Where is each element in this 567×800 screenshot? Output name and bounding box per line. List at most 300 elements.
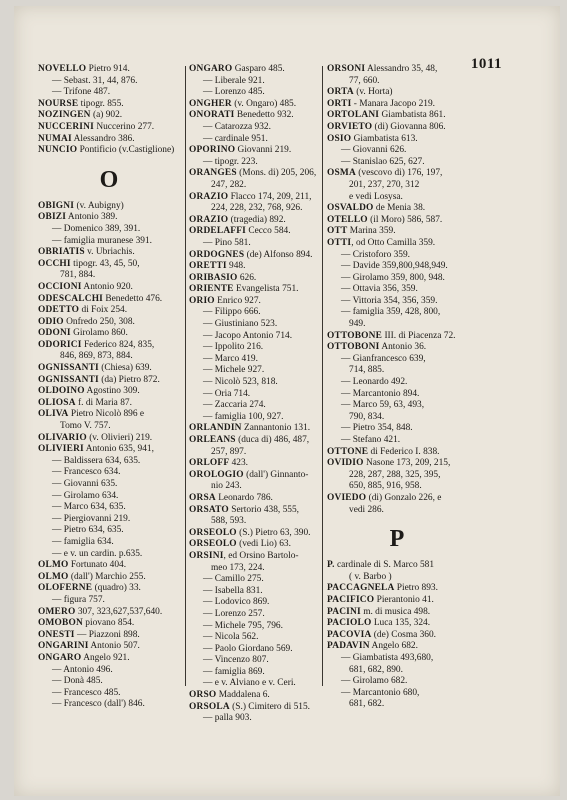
- entry-text: 257, 897.: [211, 446, 247, 457]
- index-subentry: [327, 676, 467, 688]
- entry-headword: OLDOINO: [38, 386, 85, 397]
- entry-headword: ODIO: [38, 316, 64, 327]
- index-subentry: [189, 400, 331, 412]
- index-entry: [38, 282, 180, 294]
- entry-headword: ORIO: [189, 295, 215, 306]
- entry-headword: OBRIATIS: [38, 247, 85, 258]
- index-entry: [189, 493, 331, 505]
- entry-text: e vedi Losysa.: [349, 191, 403, 202]
- index-subentry: [189, 586, 331, 598]
- entry-text: Pontificio (v.Castiglione): [77, 145, 175, 156]
- entry-text: Nuccerino 277.: [93, 121, 155, 132]
- index-subentry: [327, 261, 467, 273]
- index-continuation: [38, 351, 180, 363]
- index-entry: [38, 386, 180, 398]
- index-subentry: [189, 389, 331, 401]
- index-entry: [38, 122, 180, 134]
- entry-text: Stefano 421.: [352, 435, 401, 445]
- entry-headword: OTTI: [327, 237, 352, 248]
- index-entry: [38, 305, 180, 317]
- entry-text: (di) Gonzalo 226, e: [366, 492, 442, 503]
- entry-text: 681, 682, 890.: [349, 664, 403, 675]
- index-subentry: [189, 713, 331, 725]
- entry-text: Jacopo Antonio 714.: [214, 330, 293, 341]
- index-subentry: [327, 157, 467, 169]
- entry-headword: OPORINO: [189, 145, 236, 156]
- entry-text: , od Otto Camilla 359.: [351, 237, 436, 248]
- entry-headword: NUNCIO: [38, 145, 78, 156]
- entry-headword: PACOVIA: [327, 629, 372, 640]
- entry-headword: OTELLO: [327, 214, 368, 225]
- entry-text: 307, 323,627,537,640.: [75, 606, 163, 617]
- entry-text: Marina 359.: [347, 226, 396, 237]
- index-subentry: [38, 87, 180, 99]
- index-entry: [189, 702, 331, 714]
- index-subentry: [38, 514, 180, 526]
- entry-text: 846, 869, 873, 884.: [60, 351, 133, 362]
- entry-text: Antonio 496.: [63, 664, 113, 675]
- entry-text: piovano 854.: [82, 618, 135, 629]
- entry-text: Antonio 36.: [379, 342, 427, 353]
- entry-headword: ORLANDIN: [189, 423, 242, 434]
- entry-text: ( v. Barbo ): [349, 571, 392, 582]
- entry-headword: OTTOBONE: [327, 330, 383, 341]
- index-subentry: [38, 236, 180, 248]
- index-continuation: [189, 516, 331, 528]
- entry-text: (di) Giovanna 806.: [372, 121, 446, 132]
- entry-text: (dall') Ginnanto-: [243, 469, 309, 480]
- entry-text: Piergiovanni 219.: [63, 513, 131, 524]
- entry-text: (de) Alfonso 894.: [244, 249, 313, 260]
- entry-headword: OROLOGIO: [189, 469, 244, 480]
- index-entry: [38, 317, 180, 329]
- index-entry: [38, 607, 180, 619]
- entry-text: 228, 287, 288, 325, 395,: [349, 469, 441, 480]
- entry-headword: OBIGNI: [38, 200, 75, 211]
- index-entry: [38, 653, 180, 665]
- entry-text: Oria 714.: [214, 388, 251, 399]
- index-subentry: [38, 525, 180, 537]
- entry-text: Liberale 921.: [214, 75, 265, 86]
- entry-text: Agostino 309.: [84, 386, 140, 397]
- index-continuation: [189, 180, 331, 192]
- entry-headword: ORIBASIO: [189, 272, 238, 283]
- entry-text: (Mons. di) 205, 206,: [236, 168, 317, 179]
- entry-headword: OMOBON: [38, 618, 83, 629]
- entry-text: Michele 927.: [214, 365, 265, 376]
- entry-headword: ORTI: [327, 98, 352, 109]
- entry-headword: OGNISSANTI: [38, 363, 99, 374]
- index-subentry: [327, 307, 467, 319]
- index-continuation: [189, 563, 331, 575]
- entry-headword: OBIZI: [38, 212, 67, 223]
- entry-headword: OSIO: [327, 133, 352, 144]
- entry-text: (v. Ongaro) 485.: [231, 98, 297, 109]
- index-entry: [38, 363, 180, 375]
- entry-text: Giambatista 493,680,: [352, 652, 434, 663]
- entry-text: Giambatista 613.: [351, 133, 418, 144]
- entry-text: Flacco 174, 209, 211,: [228, 191, 312, 202]
- entry-headword: ORSEOLO: [189, 527, 237, 538]
- index-subentry: [189, 307, 331, 319]
- entry-text: Camillo 275.: [214, 574, 264, 585]
- index-entry: [38, 641, 180, 653]
- entry-headword: OCCIONI: [38, 281, 82, 292]
- entry-text: (v. Horta): [353, 87, 393, 98]
- entry-headword: ODONI: [38, 328, 71, 339]
- index-entry: [327, 630, 467, 642]
- entry-text: Onfredo 250, 308.: [63, 316, 135, 327]
- entry-text: Vincenzo 807.: [214, 655, 269, 666]
- index-continuation: [327, 319, 467, 331]
- entry-text: (de) Cosma 360.: [371, 629, 437, 640]
- index-entry: [189, 215, 331, 227]
- entry-text: Francesco (dall') 846.: [63, 699, 145, 710]
- entry-text: Francesco 634.: [63, 467, 121, 478]
- entry-headword: OTTOBONI: [327, 342, 380, 353]
- index-subentry: [327, 435, 467, 447]
- entry-text: Trifone 487.: [63, 87, 111, 98]
- index-entry: [327, 203, 467, 215]
- index-entry: [327, 226, 467, 238]
- entry-text: 201, 237, 270, 312: [349, 179, 420, 190]
- entry-text: Enrico 927.: [214, 295, 261, 306]
- index-entry: [327, 134, 467, 146]
- entry-headword: ONGARINI: [38, 641, 89, 652]
- entry-text: Marcantonio 680,: [352, 687, 420, 698]
- entry-text: Giustiniano 523.: [214, 319, 278, 330]
- entry-text: Pietro 354, 848.: [352, 423, 413, 434]
- index-subentry: [327, 296, 467, 308]
- index-continuation: [327, 180, 467, 192]
- entry-text: Maddalena 6.: [216, 690, 270, 701]
- entry-text: palla 903.: [214, 713, 252, 724]
- entry-headword: ORSA: [189, 492, 216, 503]
- index-entry: [327, 99, 467, 111]
- index-subentry: [189, 122, 331, 134]
- index-entry: [327, 618, 467, 630]
- entry-headword: ORLEANS: [189, 435, 236, 445]
- entry-text: Evangelista 751.: [233, 284, 299, 295]
- index-entry: [38, 630, 180, 642]
- entry-text: famiglia 634.: [63, 536, 114, 547]
- entry-text: , ed Orsino Bartolo-: [223, 550, 299, 561]
- index-entry: [327, 560, 467, 572]
- index-entry: [327, 238, 467, 250]
- index-continuation: [327, 699, 467, 711]
- index-subentry: [189, 365, 331, 377]
- entry-text: Donà 485.: [63, 676, 103, 687]
- entry-text: Giambatista 861.: [379, 110, 446, 121]
- entry-text: Pino 581.: [214, 237, 251, 248]
- entry-headword: OVIEDO: [327, 492, 367, 503]
- entry-text: Davide 359,800,948,949.: [352, 261, 448, 272]
- index-entry: [38, 247, 180, 259]
- entry-text: Filippo 666.: [214, 307, 261, 318]
- entry-text: tipogr. 43, 45, 50,: [70, 258, 140, 269]
- entry-headword: OMERO: [38, 606, 76, 617]
- entry-text: Nicolò 523, 818.: [214, 377, 278, 388]
- index-entry: [327, 215, 467, 227]
- entry-text: Gianfrancesco 639,: [352, 353, 426, 364]
- index-entry: [38, 560, 180, 572]
- entry-text: di Foix 254.: [79, 305, 128, 316]
- index-entry: [327, 447, 467, 459]
- entry-text: Vittoria 354, 356, 359.: [352, 295, 438, 306]
- index-subentry: [189, 157, 331, 169]
- index-subentry: [189, 319, 331, 331]
- index-continuation: [38, 270, 180, 282]
- entry-headword: ORTOLANI: [327, 110, 380, 121]
- entry-text: (il Moro) 586, 587.: [367, 214, 443, 225]
- entry-headword: ORAZIO: [189, 191, 229, 202]
- index-entry: [327, 641, 467, 653]
- entry-text: Ippolito 216.: [214, 342, 264, 353]
- entry-text: Zannantonio 131.: [241, 423, 311, 434]
- index-subentry: [327, 273, 467, 285]
- index-entry: [189, 284, 331, 296]
- index-subentry: [38, 676, 180, 688]
- entry-headword: OLMO: [38, 571, 69, 582]
- index-entry: [327, 493, 467, 505]
- index-entry: [327, 331, 467, 343]
- entry-text: Lorenzo 485.: [214, 87, 265, 98]
- entry-headword: OLIVARIO: [38, 432, 87, 443]
- index-subentry: [38, 456, 180, 468]
- index-subentry: [327, 688, 467, 700]
- index-entry: [38, 99, 180, 111]
- entry-text: (a) 902.: [90, 110, 123, 121]
- entry-text: Paolo Giordano 569.: [214, 643, 293, 654]
- entry-text: 77, 660.: [349, 75, 380, 86]
- entry-headword: PACIOLO: [327, 618, 372, 629]
- entry-text: m. di musica 498.: [360, 606, 431, 617]
- index-entry: [327, 168, 467, 180]
- index-entry: [38, 375, 180, 387]
- index-entry: [189, 296, 331, 308]
- entry-headword: ONGARO: [38, 652, 82, 663]
- entry-headword: ORVIETO: [327, 121, 373, 132]
- entry-text: 247, 282.: [211, 179, 247, 190]
- index-continuation: [327, 365, 467, 377]
- index-entry: [38, 409, 180, 421]
- entry-text: Gasparo 485.: [232, 64, 285, 74]
- entry-text: Baldissera 634, 635.: [63, 455, 141, 466]
- index-page: [14, 6, 560, 796]
- index-subentry: [189, 354, 331, 366]
- index-continuation: [189, 481, 331, 493]
- entry-headword: ONESTI: [38, 629, 75, 640]
- entry-text: 650, 885, 916, 958.: [349, 481, 422, 492]
- index-subentry: [38, 467, 180, 479]
- entry-text: (da) Pietro 872.: [98, 374, 160, 385]
- entry-text: vedi 286.: [349, 504, 384, 515]
- entry-headword: ORSEOLO: [189, 539, 237, 550]
- section-letter: P: [389, 526, 405, 553]
- entry-text: di Federico I. 838.: [368, 446, 440, 457]
- entry-headword: ODESCALCHI: [38, 293, 104, 304]
- index-subentry: [327, 354, 467, 366]
- entry-text: Leonardo 786.: [215, 492, 273, 503]
- entry-text: Stanislao 625, 627.: [352, 156, 425, 167]
- index-subentry: [38, 665, 180, 677]
- index-subentry: [189, 331, 331, 343]
- index-subentry: [327, 250, 467, 262]
- index-entry: [189, 110, 331, 122]
- index-entry: [189, 539, 331, 551]
- entry-text: cardinale di S. Marco 581: [334, 560, 435, 571]
- entry-text: 948.: [226, 261, 246, 272]
- entry-text: (vescovo di) 176, 197,: [355, 168, 443, 179]
- entry-text: Benedetto 932.: [234, 110, 294, 121]
- index-entry: [189, 250, 331, 262]
- index-continuation: [327, 470, 467, 482]
- index-column-1: [38, 64, 180, 711]
- index-entry: [189, 192, 331, 204]
- index-subentry: [189, 574, 331, 586]
- entry-headword: PACINI: [327, 606, 361, 617]
- entry-text: Antonio 389.: [66, 212, 118, 223]
- index-subentry: [38, 491, 180, 503]
- entry-text: Girolamo 359, 800, 948.: [352, 272, 445, 283]
- index-subentry: [189, 238, 331, 250]
- entry-headword: ORSONI: [327, 64, 366, 74]
- index-entry: [189, 99, 331, 111]
- entry-text: Leonardo 492.: [352, 377, 408, 388]
- index-entry: [189, 528, 331, 540]
- index-subentry: [189, 667, 331, 679]
- index-continuation: [327, 481, 467, 493]
- entry-text: Nasone 173, 209, 215,: [363, 458, 451, 469]
- index-entry: [189, 145, 331, 157]
- entry-text: Catarozza 932.: [214, 121, 271, 132]
- index-entry: [189, 458, 331, 470]
- entry-text: — Piazzoni 898.: [74, 629, 140, 640]
- entry-headword: OSVALDO: [327, 203, 374, 214]
- section-letter: O: [99, 166, 119, 193]
- entry-text: tipogr. 855.: [78, 98, 124, 109]
- index-entry: [38, 145, 180, 157]
- index-continuation: [327, 192, 467, 204]
- entry-text: Giovanni 626.: [352, 145, 407, 156]
- entry-text: (duca di) 486, 487,: [235, 435, 310, 445]
- index-entry: [189, 435, 331, 447]
- entry-headword: ORDELAFFI: [189, 226, 247, 237]
- entry-headword: PACCAGNELA: [327, 583, 395, 594]
- index-subentry: [327, 377, 467, 389]
- index-entry: [327, 583, 467, 595]
- entry-text: (S.) Cimitero di 515.: [229, 701, 311, 712]
- index-subentry: [189, 87, 331, 99]
- entry-text: Lodovico 869.: [214, 597, 270, 608]
- entry-text: Benedetto 476.: [103, 293, 163, 304]
- entry-text: Ottavia 356, 359.: [352, 284, 418, 295]
- entry-headword: OTT: [327, 226, 348, 237]
- index-subentry: [327, 145, 467, 157]
- index-continuation: [327, 76, 467, 88]
- entry-headword: OVIDIO: [327, 458, 364, 469]
- index-subentry: [327, 400, 467, 412]
- index-continuation: [327, 572, 467, 584]
- entry-headword: ORSOLA: [189, 701, 230, 712]
- entry-text: Cecco 584.: [246, 226, 291, 237]
- entry-text: Francesco 485.: [63, 687, 121, 698]
- entry-text: - Manara Jacopo 219.: [351, 98, 436, 109]
- index-subentry: [38, 76, 180, 88]
- index-column-2: [189, 64, 331, 725]
- entry-text: Isabella 831.: [214, 585, 263, 596]
- entry-text: Sertorio 438, 555,: [228, 504, 299, 515]
- index-entry: [38, 444, 180, 456]
- entry-text: Luca 135, 324.: [371, 618, 431, 629]
- entry-headword: PADAVIN: [327, 641, 370, 652]
- index-entry: [38, 328, 180, 340]
- entry-headword: ORSINI: [189, 550, 224, 561]
- entry-text: Pietro 914.: [86, 64, 130, 74]
- index-entry: [38, 110, 180, 122]
- entry-text: Zaccaria 274.: [214, 400, 266, 411]
- entry-headword: PACIFICO: [327, 594, 375, 605]
- entry-text: de Menia 38.: [373, 203, 426, 214]
- entry-text: Angelo 921.: [81, 652, 130, 663]
- entry-headword: ONGARO: [189, 64, 233, 74]
- entry-text: Girolamo 682.: [352, 676, 408, 687]
- entry-text: (v. Olivieri) 219.: [86, 432, 153, 443]
- index-continuation: [327, 412, 467, 424]
- index-subentry: [327, 389, 467, 401]
- index-entry: [189, 690, 331, 702]
- entry-text: Nicola 562.: [214, 632, 259, 643]
- entry-text: (Chiesa) 639.: [98, 363, 152, 374]
- entry-text: (vedi Lio) 63.: [236, 539, 291, 550]
- index-subentry: [189, 342, 331, 354]
- index-entry: [189, 64, 331, 76]
- entry-text: f. di Maria 87.: [75, 397, 132, 408]
- index-subentry: [189, 678, 331, 690]
- entry-text: Girolamo 634.: [63, 490, 119, 501]
- index-subentry: [189, 644, 331, 656]
- entry-text: 781, 884.: [60, 270, 96, 281]
- entry-text: Domenico 389, 391.: [63, 223, 141, 234]
- index-subentry: [189, 655, 331, 667]
- entry-text: e v. un cardin. p.635.: [63, 548, 143, 559]
- entry-headword: ORSATO: [189, 504, 229, 515]
- entry-headword: ORANGES: [189, 168, 237, 179]
- entry-headword: ORAZIO: [189, 214, 229, 225]
- index-entry: [189, 423, 331, 435]
- entry-text: tipogr. 223.: [214, 156, 258, 167]
- entry-text: Pierantonio 41.: [374, 594, 434, 605]
- entry-text: (tragedia) 892.: [228, 214, 286, 225]
- index-subentry: [38, 502, 180, 514]
- index-subentry: [189, 597, 331, 609]
- entry-headword: ORIENTE: [189, 284, 234, 295]
- index-entry: [189, 505, 331, 517]
- index-entry: [38, 259, 180, 271]
- entry-text: (dall') Marchio 255.: [68, 571, 146, 582]
- index-subentry: [38, 537, 180, 549]
- entry-text: 681, 682.: [349, 699, 385, 710]
- entry-headword: OTTONE: [327, 446, 369, 457]
- index-entry: [38, 294, 180, 306]
- entry-text: (v. Aubigny): [74, 200, 124, 211]
- page-number: 1011: [470, 56, 502, 72]
- entry-text: Pietro 634, 635.: [63, 525, 124, 536]
- entry-headword: OLOFERNE: [38, 583, 93, 594]
- entry-text: 588, 593.: [211, 516, 247, 527]
- entry-text: Lorenzo 257.: [214, 608, 265, 619]
- entry-headword: OSMA: [327, 168, 356, 179]
